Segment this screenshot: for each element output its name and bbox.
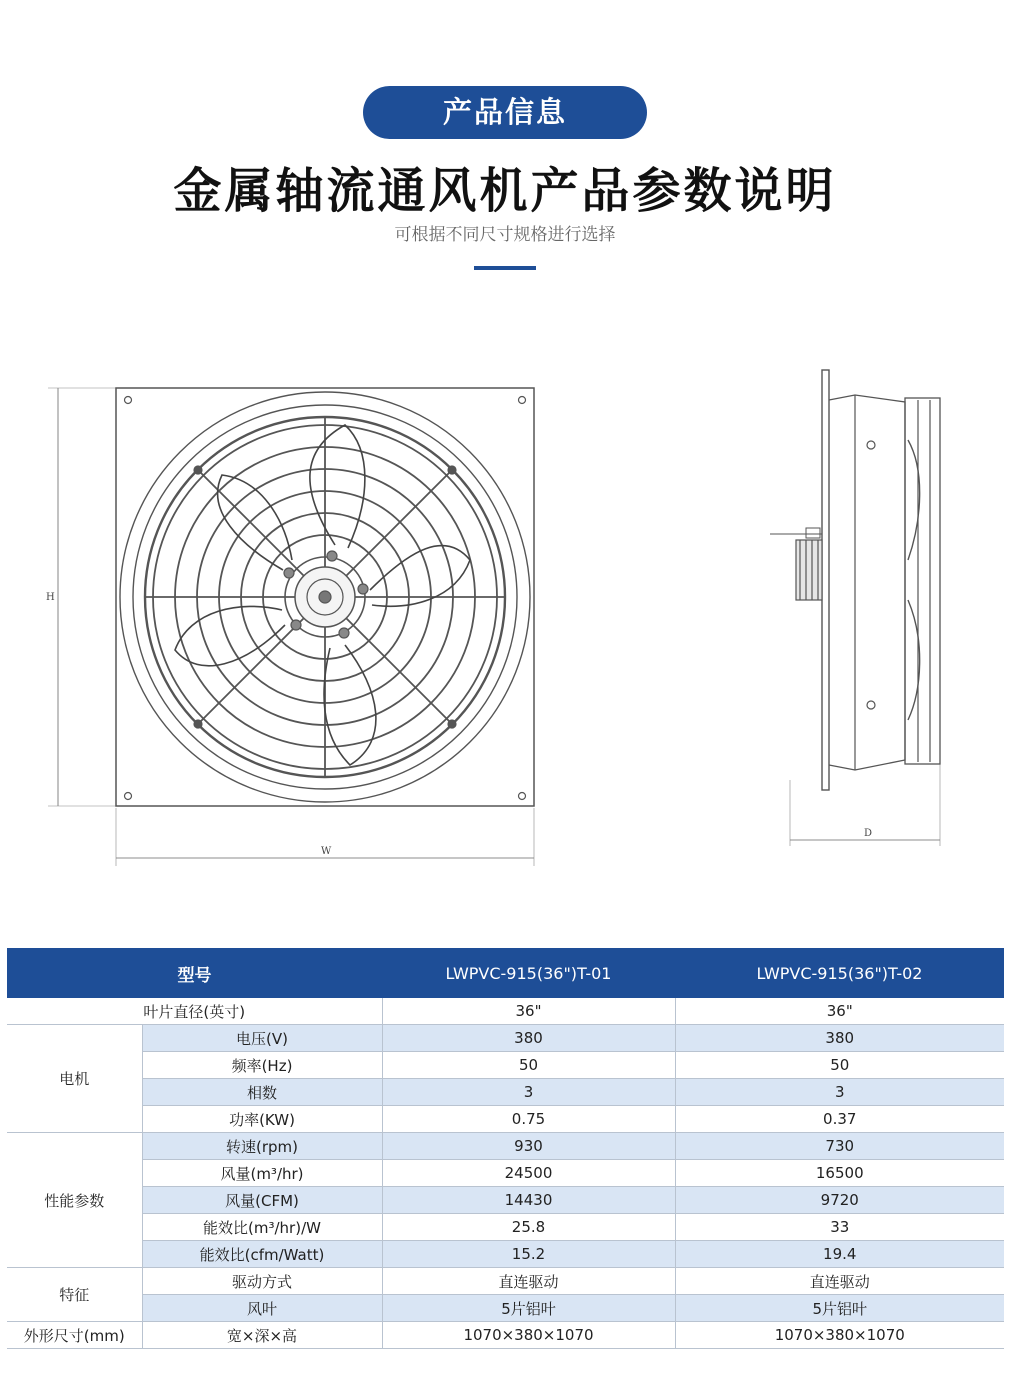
cell-value: 直连驱动	[382, 1268, 675, 1295]
cell-value: 15.2	[382, 1241, 675, 1268]
fan-hub	[284, 551, 368, 638]
side-view	[770, 370, 940, 846]
row-label: 能效比(cfm/Watt)	[142, 1241, 382, 1268]
cell-value: 36"	[675, 998, 1004, 1025]
row-label: 相数	[142, 1079, 382, 1106]
row-label: 风量(CFM)	[142, 1187, 382, 1214]
table-row	[7, 1295, 1004, 1322]
group-label-features: 特征	[7, 1268, 142, 1322]
cell-value: 25.8	[382, 1214, 675, 1241]
group-label-motor: 电机	[7, 1025, 142, 1133]
cell-value: 19.4	[675, 1241, 1004, 1268]
spec-table	[7, 948, 1004, 1349]
cell-value: 36"	[382, 998, 675, 1025]
table-row	[7, 1214, 1004, 1241]
row-label: 风叶	[142, 1295, 382, 1322]
cell-value: 930	[382, 1133, 675, 1160]
row-label: 转速(rpm)	[142, 1133, 382, 1160]
table-row	[7, 1160, 1004, 1187]
cell-value: 24500	[382, 1160, 675, 1187]
table-row	[7, 1322, 1004, 1349]
row-label: 风量(m³/hr)	[142, 1160, 382, 1187]
cell-value: 16500	[675, 1160, 1004, 1187]
table-header-row	[7, 948, 1004, 998]
cell-value: 0.37	[675, 1106, 1004, 1133]
page-title: 金属轴流通风机产品参数说明	[173, 163, 837, 219]
header-model-1: LWPVC-915(36")T-01	[382, 948, 675, 998]
row-label: 功率(KW)	[142, 1106, 382, 1133]
header-model-2: LWPVC-915(36")T-02	[675, 948, 1004, 998]
row-label: 能效比(m³/hr)/W	[142, 1214, 382, 1241]
group-label-performance: 性能参数	[7, 1133, 142, 1268]
dimension-label-w: W	[321, 846, 332, 857]
cell-value: 730	[675, 1133, 1004, 1160]
cell-value: 3	[675, 1079, 1004, 1106]
table-row	[7, 1187, 1004, 1214]
cell-value: 5片铝叶	[382, 1295, 675, 1322]
cell-value: 50	[675, 1052, 1004, 1079]
cell-value: 50	[382, 1052, 675, 1079]
dimension-label-d: D	[864, 828, 873, 839]
cell-value: 3	[382, 1079, 675, 1106]
cell-value: 直连驱动	[675, 1268, 1004, 1295]
table-row	[7, 1241, 1004, 1268]
table-row	[7, 1268, 1004, 1295]
table-row	[7, 998, 1004, 1025]
cell-value: 9720	[675, 1187, 1004, 1214]
title-underline	[474, 266, 536, 270]
cell-value: 380	[675, 1025, 1004, 1052]
cell-value: 0.75	[382, 1106, 675, 1133]
front-view	[46, 388, 534, 866]
cell-value: 1070×380×1070	[675, 1322, 1004, 1349]
row-label: 电压(V)	[142, 1025, 382, 1052]
dimension-label-h: H	[46, 592, 55, 603]
row-label-blade-diameter: 叶片直径(英寸)	[7, 998, 382, 1025]
cell-value: 380	[382, 1025, 675, 1052]
table-row	[7, 1079, 1004, 1106]
row-label: 驱动方式	[142, 1268, 382, 1295]
table-row	[7, 1106, 1004, 1133]
cell-value: 1070×380×1070	[382, 1322, 675, 1349]
table-row	[7, 1052, 1004, 1079]
cell-value: 14430	[382, 1187, 675, 1214]
cell-value: 5片铝叶	[675, 1295, 1004, 1322]
row-label: 宽×深×高	[142, 1322, 382, 1349]
table-row	[7, 1133, 1004, 1160]
row-label-dimensions: 外形尺寸(mm)	[7, 1322, 142, 1349]
table-row	[7, 1025, 1004, 1052]
page-subtitle: 可根据不同尺寸规格进行选择	[394, 225, 616, 245]
fan-technical-drawing	[0, 360, 1010, 880]
row-label: 频率(Hz)	[142, 1052, 382, 1079]
header-model-label: 型号	[7, 948, 382, 998]
cell-value: 33	[675, 1214, 1004, 1241]
section-badge: 产品信息	[363, 86, 647, 139]
